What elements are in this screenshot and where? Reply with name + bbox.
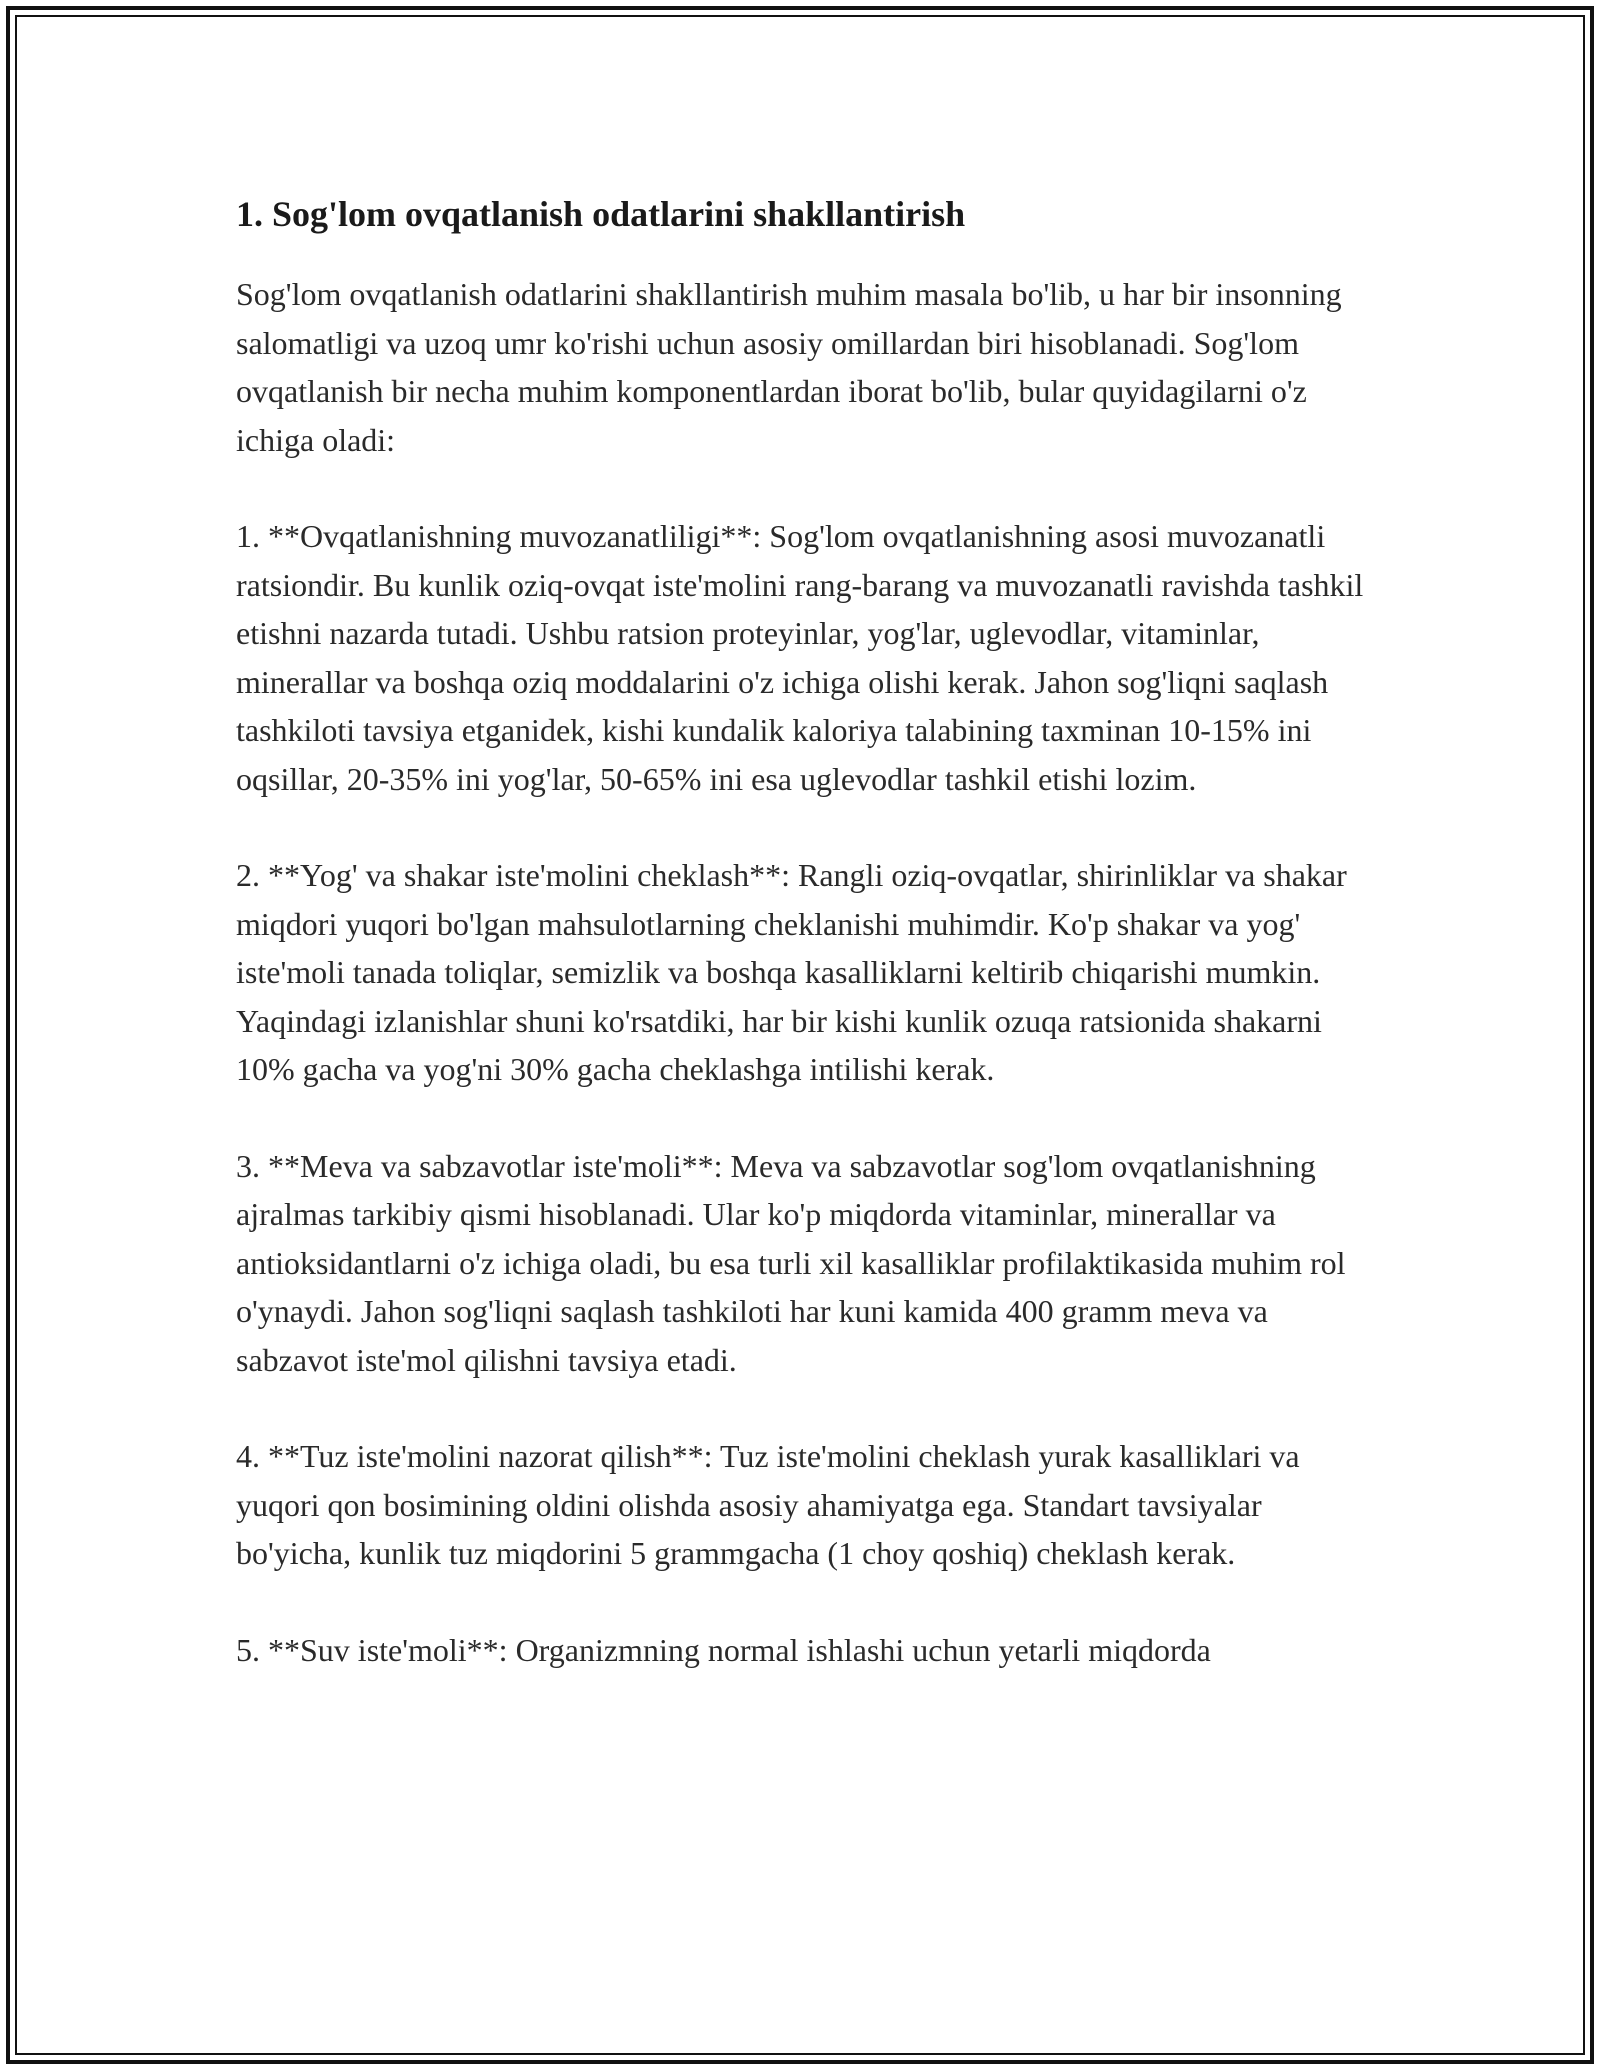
paragraph-balanced-diet: 1. **Ovqatlanishning muvozanatliligi**: Sog'lom ovqatlanishning asosi muvozanatli ratsiondir. Bu kunlik oziq-ovqat iste'molini rang-barang va muvozanatli ravishda tashkil etishni nazarda tutadi. Ushbu ratsion proteyinlar, yog'lar, uglevodlar, vitaminlar, minerallar va boshqa oziq moddalarini o'z ichiga olishi kerak. Jahon sog'liqni saqlash tashkiloti tavsiya etganidek, kishi kundalik kaloriya talabining taxminan 10-15% ini oqsillar, 20-35% ini yog'lar, 50-65% ini esa uglevodlar tashkil etishi lozim. [236, 518, 1364, 797]
paragraph-salt-control: 4. **Tuz iste'molini nazorat qilish**: Tuz iste'molini cheklash yurak kasalliklari va yuqori qon bosimining oldini olishda asosiy ahamiyatga ega. Standart tavsiyalar bo'yicha, kunlik tuz miqdorini 5 grammgacha (1 choy qoshiq) cheklash kerak. [236, 1438, 1300, 1571]
section-heading: 1. Sog'lom ovqatlanish odatlarini shakllantirish [236, 194, 966, 234]
paragraph-fat-sugar-limit: 2. **Yog' va shakar iste'molini cheklash**: Rangli oziq-ovqatlar, shirinliklar va shakar miqdori yuqori bo'lgan mahsulotlarning cheklanishi muhimdir. Ko'p shakar va yog' iste'moli tanada toliqlar, semizlik va boshqa kasalliklarni keltirib chiqarishi mumkin. Yaqindagi izlanishlar shuni ko'rsatdiki, har bir kishi kunlik ozuqa ratsionida shakarni 10% gacha va yog'ni 30% gacha cheklashga intilishi kerak. [236, 857, 1347, 1087]
document-body [236, 188, 1376, 1722]
paragraph-fruits-vegetables: 3. **Meva va sabzavotlar iste'moli**: Meva va sabzavotlar sog'lom ovqatlanishning ajralmas tarkibiy qismi hisoblanadi. Ular ko'p miqdorda vitaminlar, minerallar va antioksidantlarni o'z ichiga oladi, bu esa turli xil kasalliklar profilaktikasida muhim rol o'ynaydi. Jahon sog'liqni saqlash tashkiloti har kuni kamida 400 gramm meva va sabzavot iste'mol qilishni tavsiya etadi. [236, 1147, 1346, 1378]
intro-paragraph: Sog'lom ovqatlanish odatlarini shakllantirish muhim masala bo'lib, u har bir insonning salomatligi va uzoq umr ko'rishi uchun asosiy omillardan biri hisoblanadi. Sog'lom ovqatlanish bir necha muhim komponentlardan iborat bo'lib, bular quyidagilarni o'z ichiga oladi: [236, 276, 1342, 458]
paragraph-water-intake: 5. **Suv iste'moli**: Organizmning normal ishlashi uchun yetarli miqdorda [236, 1631, 1211, 1668]
